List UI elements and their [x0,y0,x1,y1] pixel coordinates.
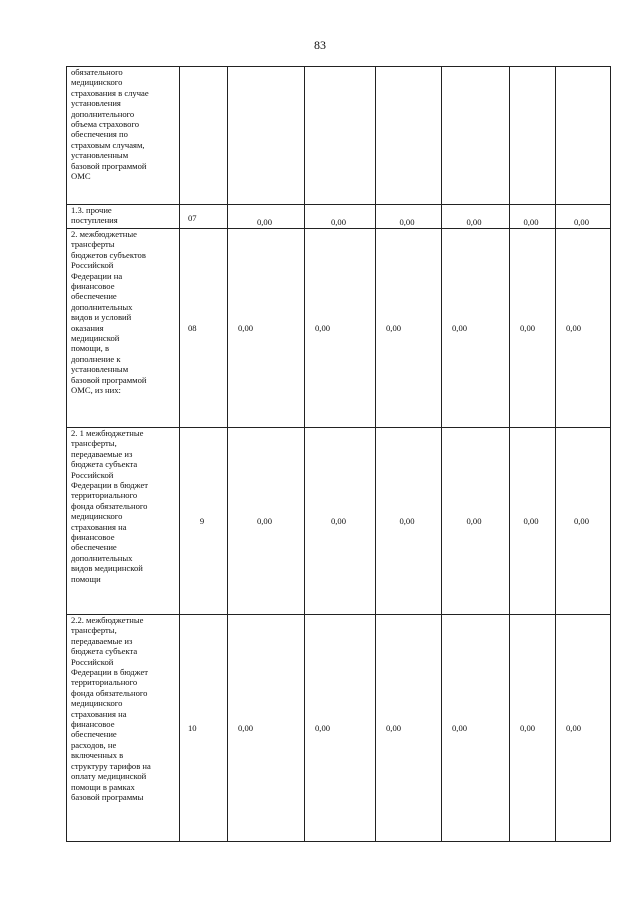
value-cell: 0,00 [305,615,376,842]
value-cell: 0,00 [510,428,556,615]
value-cell [376,67,442,205]
value-cell [442,67,510,205]
value-cell: 0,00 [556,428,611,615]
value-cell: 0,00 [510,229,556,428]
row-code: 10 [180,615,228,842]
value-cell: 0,00 [376,205,442,229]
value-cell: 0,00 [556,229,611,428]
row-label: 1.3. прочие поступления [67,205,180,229]
row-label: 2. межбюджетные трансферты бюджетов субъектов Российской Федерации на финансовое обеспечение дополнительных видов и условий оказания медицинской помощи, в дополнение к установленным базовой программой ОМС, из них: [67,229,180,428]
value-cell [510,67,556,205]
value-cell: 0,00 [376,229,442,428]
value-cell: 0,00 [305,205,376,229]
value-cell: 0,00 [442,229,510,428]
value-cell [228,67,305,205]
value-cell: 0,00 [228,205,305,229]
value-cell: 0,00 [305,428,376,615]
value-cell: 0,00 [376,615,442,842]
row-code: 07 [180,205,228,229]
page-number: 83 [314,38,326,52]
value-cell [556,67,611,205]
row-code: 08 [180,229,228,428]
value-cell: 0,00 [510,615,556,842]
value-cell: 0,00 [305,229,376,428]
value-cell: 0,00 [228,615,305,842]
value-cell [305,67,376,205]
table-row [67,428,611,615]
table-row [67,205,611,229]
row-code: 9 [180,428,228,615]
value-cell: 0,00 [442,205,510,229]
table-row [67,229,611,428]
value-cell: 0,00 [376,428,442,615]
value-cell: 0,00 [556,615,611,842]
value-cell: 0,00 [510,205,556,229]
row-label: 2. 1 межбюджетные трансферты, передаваемые из бюджета субъекта Российской Федерации в бюджет территориального фонда обязательного медицинского страхования на финансовое обеспечение дополнительных видов медицинской помощи [67,428,180,615]
row-label: 2.2. межбюджетные трансферты, передаваемые из бюджета субъекта Российской Федерации в бюджет территориального фонда обязательного медицинского страхования на финансовое обеспечение расходов, не включенных в структуру тарифов на оплату медицинской помощи в рамках базовой программы [67,615,180,842]
value-cell: 0,00 [556,205,611,229]
table-row [67,67,611,205]
data-table [66,66,611,842]
value-cell: 0,00 [228,428,305,615]
row-code [180,67,228,205]
table-row [67,615,611,842]
value-cell: 0,00 [228,229,305,428]
row-label: обязательного медицинского страхования в случае установления дополнительного объема страхового обеспечения по страховым случаям, установленным базовой программой ОМС [67,67,180,205]
value-cell: 0,00 [442,615,510,842]
value-cell: 0,00 [442,428,510,615]
